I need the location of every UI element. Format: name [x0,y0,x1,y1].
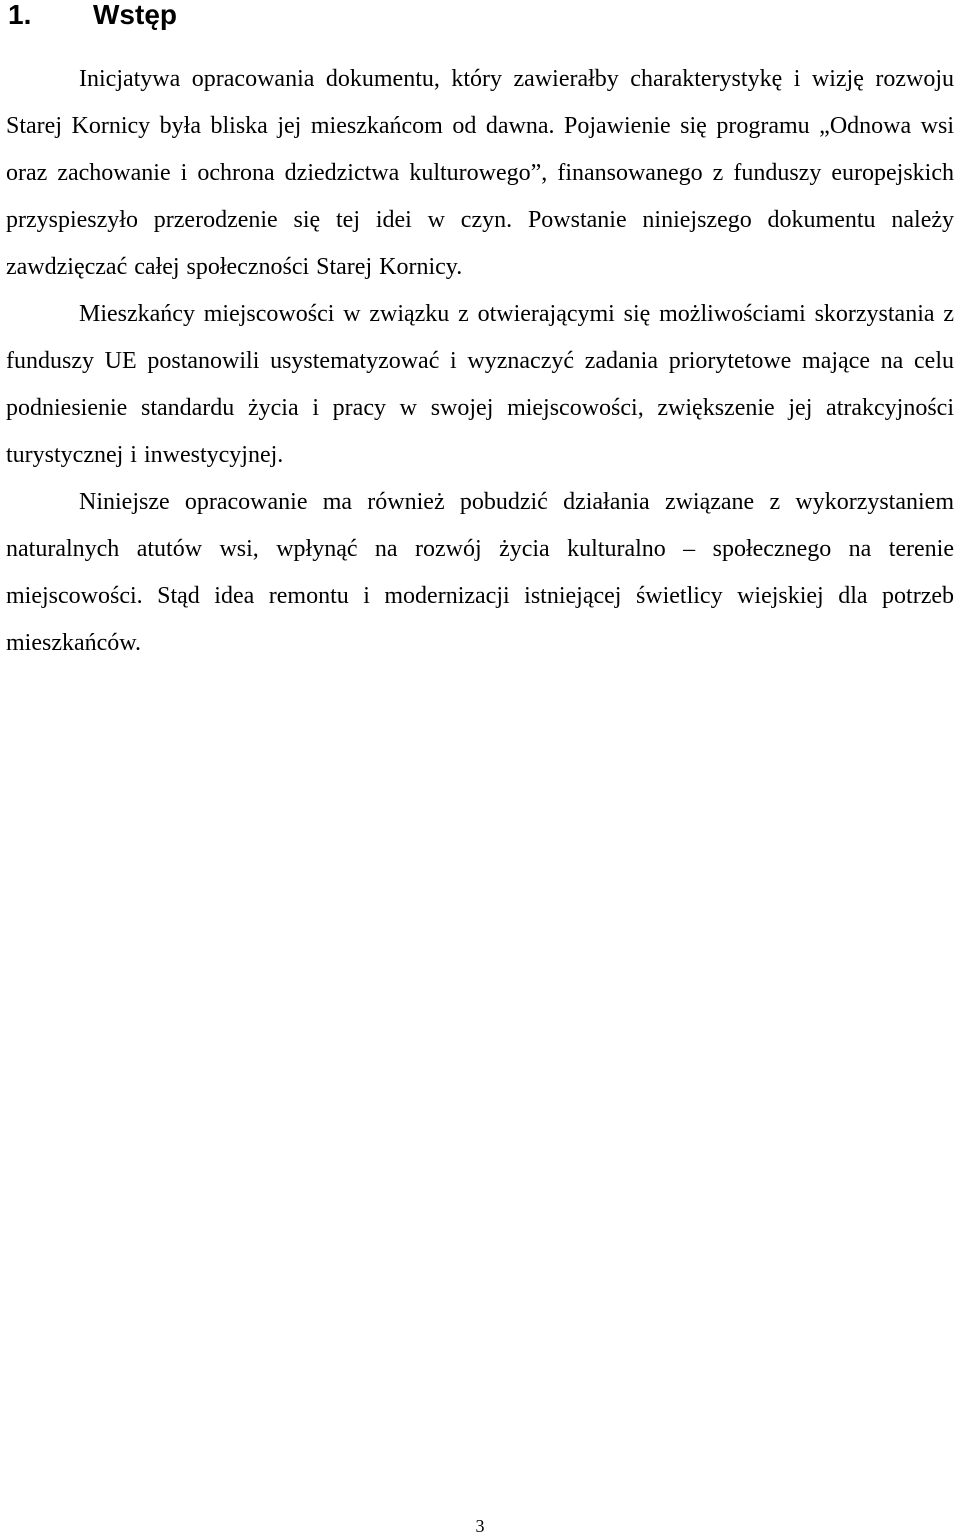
paragraph-residents: Mieszkańcy miejscowości w związku z otwierającymi się możliwościami skorzystania z funduszy UE postanowili usystematyzować i wyznaczyć zadania priorytetowe mające na celu podniesienie standardu życia i pracy w swojej miejscowości, zwiększenie jej atrakcyjności turystycznej i inwestycyjnej. [6,301,954,468]
section-number: 1. [8,0,32,30]
paragraph-intro: Inicjatywa opracowania dokumentu, który zawierałby charakterystykę i wizję rozwoju Starej Kornicy była bliska jej mieszkańcom od dawna. Pojawienie się programu „Odnowa wsi oraz zachowanie i ochrona dziedzictwa kulturowego”, finansowanego z funduszy europejskich przyspieszyło przerodzenie się tej idei w czyn. Powstanie niniejszego dokumentu należy zawdzięczać całej społeczności Starej Kornicy. [6,66,954,280]
paragraph-purpose: Niniejsze opracowanie ma również pobudzić działania związane z wykorzystaniem naturalnych atutów wsi, wpłynąć na rozwój życia kulturalno – społecznego na terenie miejscowości. Stąd idea remontu i modernizacji istniejącej świetlicy wiejskiej dla potrzeb mieszkańców. [6,489,954,656]
body-text [6,56,954,667]
section-title: Wstęp [93,0,177,30]
page-number: 3 [475,1516,485,1536]
section-heading [8,0,177,32]
